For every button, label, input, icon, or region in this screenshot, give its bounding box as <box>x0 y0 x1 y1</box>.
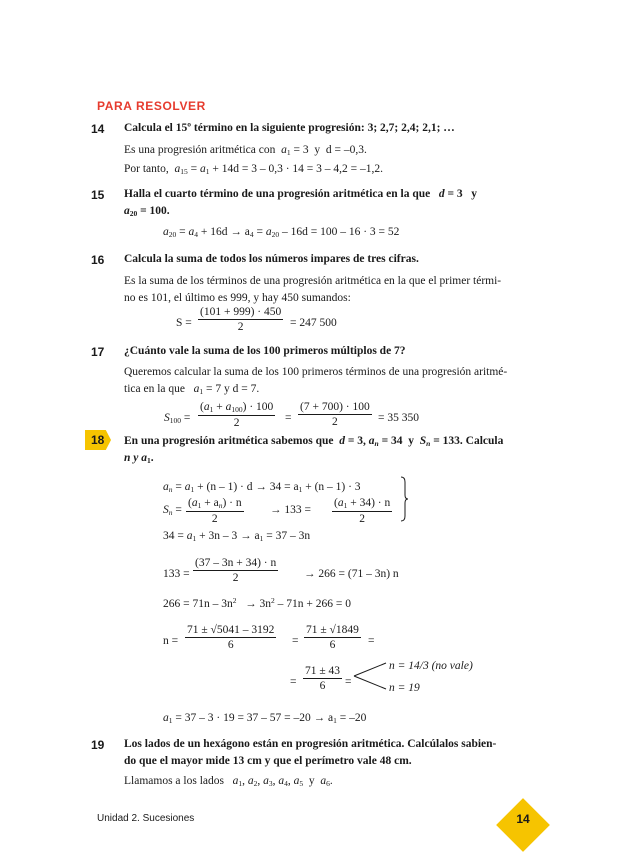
problem-18-quad2-fraction: $\frac{71 \pm 43}{6}$ <box>305 665 341 692</box>
problem-15-question-line2: $a_{20} = 100$. <box>124 205 170 218</box>
problem-18-quad-fraction2: $\frac{71 \pm √1849}{6}$ <box>306 624 359 651</box>
problem-18-quad-eq2: = <box>368 635 375 647</box>
problem-18-final: $a_1 = 37 - 3 \cdot 19 = 37 - 57 = -20 \to a_1 = -20$ <box>163 712 367 725</box>
problem-number-18-badge <box>85 430 111 450</box>
problem-18-step2-fraction: $\frac{(37 - 3n + 34) \cdot n}{2}$ <box>195 557 277 584</box>
problem-14-line2: Por tanto, $a_{15} = a_1 + 14d = 3 - 0,3 \cdot 14 = 3 - 4,2 = -1,2$. <box>124 163 384 176</box>
page-number-badge <box>498 800 548 852</box>
problem-18-quad2-eq: = <box>290 676 297 688</box>
problem-18-solution1: n = 14/3 (no vale) <box>389 660 473 672</box>
problem-17-s-label: $S_{100}$ = <box>164 412 191 425</box>
problem-18-quad-fraction1: $\frac{71 \pm √5041 - 3192}{6}$ <box>187 624 275 651</box>
problem-18-sn-right-fraction: $\frac{(a_1 + 34) \cdot n}{2}$ <box>334 497 391 525</box>
problem-16-line2: no es 101, el último es 999, y hay 450 sumandos: <box>124 292 351 304</box>
footer-unit: Unidad 2. Sucesiones <box>97 813 195 824</box>
problem-17-line2: tica en la que $a_1 = 7$ y d = 7. <box>124 383 260 396</box>
problem-number-18: 18 <box>91 433 105 447</box>
problem-16-fraction: $\frac{(101 + 999) \cdot 450}{2}$ <box>200 306 282 333</box>
problem-18-step3: $266 = 71n - 3n^2$ → $3n^2 - 71n + 266 = 0$ <box>163 596 351 610</box>
problem-18-sn-label: $S_n$ = <box>163 504 182 517</box>
problem-number-19: 19 <box>91 738 105 752</box>
problem-18-sn-fraction: $\frac{(a_1 + a_n) \cdot n}{2}$ <box>188 497 242 525</box>
problem-number-17: 17 <box>91 345 105 359</box>
problem-number-15: 15 <box>91 188 105 202</box>
problem-19-question-line2: do que el mayor mide 13 cm y que el perímetro vale 48 cm. <box>124 755 412 767</box>
problem-18-sn-arrow: → 133 = <box>270 504 311 516</box>
problem-17-result: = 35 350 <box>378 412 419 424</box>
problem-14-line1: Es una progresión aritmética con $a_1 = 3$ y d = –0,3. <box>124 144 367 157</box>
problem-19-answer: Llamamos a los lados $a_1$, $a_2$, $a_3$, $a_4$, $a_5$ y $a_6$. <box>124 775 333 788</box>
problem-18-question-line2: n y $a_1$. <box>124 452 154 465</box>
problem-17-eq: = <box>285 412 292 424</box>
problem-18-quad2-eq2: = <box>345 676 352 688</box>
section-title: PARA RESOLVER <box>97 99 206 113</box>
problem-number-16: 16 <box>91 253 105 267</box>
problem-number-14: 14 <box>91 122 105 136</box>
problem-15-question-line1: Halla el cuarto término de una progresión aritmética en la que d = 3 y <box>124 188 478 200</box>
problem-18-step1: $34 = a_1 + 3n - 3 \to a_1 = 37 - 3n$ <box>163 530 311 543</box>
problem-14-question: Calcula el 15º término en la siguiente progresión: 3; 2,7; 2,4; 2,1; … <box>124 122 455 134</box>
problem-18-step2-lhs: 133 = <box>163 568 190 580</box>
problem-16-result: = 247 500 <box>290 317 337 329</box>
page-number: 14 <box>516 812 530 826</box>
branch-arrows-icon <box>352 660 388 692</box>
system-brace <box>400 476 408 522</box>
problem-18-step2-rhs: → 266 = (71 – 3n) n <box>304 568 399 580</box>
problem-16-line1: Es la suma de los términos de una progresión aritmética en la que el primer térmi- <box>124 275 502 287</box>
problem-18-question-line1: En una progresión aritmética sabemos que d = 3, $a_n = 34$ y $S_n = 133$. Calcula <box>124 435 504 448</box>
problem-17-line1: Queremos calcular la suma de los 100 primeros términos de una progresión aritmé- <box>124 366 508 378</box>
problem-19-question-line1: Los lados de un hexágono están en progresión aritmética. Calcúlalos sabien- <box>124 738 497 750</box>
problem-17-fraction1: $\frac{(a_1 + a_{100}) \cdot 100}{2}$ <box>200 401 274 429</box>
problem-17-question: ¿Cuánto vale la suma de los 100 primeros múltiplos de 7? <box>124 345 406 357</box>
problem-18-quad-lhs: n = <box>163 635 179 647</box>
problem-18-solution2: n = 19 <box>389 682 420 694</box>
problem-17-fraction2: $\frac{(7 + 700) \cdot 100}{2}$ <box>300 401 370 428</box>
problem-16-s-label: S = <box>176 317 192 329</box>
problem-18-system-eq1: $a_n = a_1 + (n - 1) \cdot d \to 34 = a_1 + (n - 1) \cdot 3$ <box>163 481 361 494</box>
problem-15-equation: $a_{20} = a_4 + 16d \to a_4 = a_{20} - 16d = 100 - 16 \cdot 3 = 52$ <box>163 226 400 239</box>
problem-16-question: Calcula la suma de todos los números impares de tres cifras. <box>124 253 419 265</box>
problem-18-quad-eq1: = <box>292 635 299 647</box>
